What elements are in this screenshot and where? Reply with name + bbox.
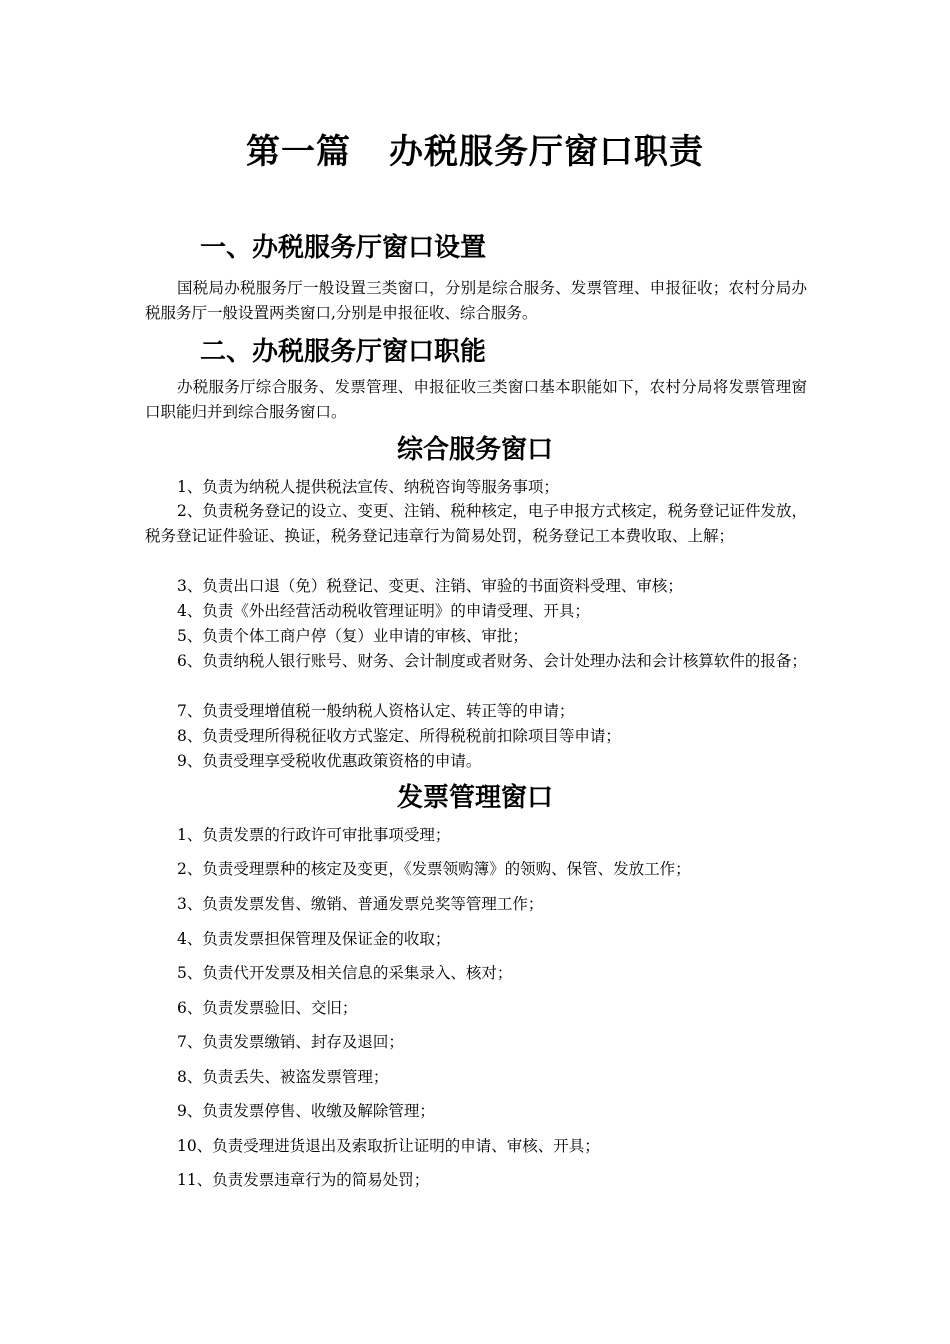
invoice-item-5: 5、负责代开发票及相关信息的采集录入、核对； [177, 964, 513, 982]
invoice-item-7: 7、负责发票缴销、封存及退回； [177, 1033, 404, 1051]
invoice-item-6: 6、负责发票验旧、交旧； [177, 999, 358, 1017]
comprehensive-item-7: 7、负责受理增值税一般纳税人资格认定、转正等的申请； [177, 702, 575, 720]
invoice-item-3: 3、负责发票发售、缴销、普通发票兑奖等管理工作； [177, 895, 544, 913]
comprehensive-item-4: 4、负责《外出经营活动税收管理证明》的申请受理、开具； [177, 602, 590, 620]
invoice-item-1: 1、负责发票的行政许可审批事项受理； [177, 826, 451, 844]
comprehensive-heading: 综合服务窗口 [396, 435, 553, 465]
title-part: 第一篇 [246, 132, 351, 172]
section2-body: 办税服务厅综合服务、发票管理、申报征收三类窗口基本职能如下，农村分局将发票管理窗口职能归并到综合服务窗口。 [145, 378, 807, 421]
title-name: 办税服务厅窗口职责 [389, 132, 704, 172]
invoice-item-10: 10、负责受理进货退出及索取折让证明的申请、审核、开具； [177, 1137, 600, 1155]
section1-heading: 一、办税服务厅窗口设置 [200, 233, 487, 263]
comprehensive-item-5: 5、负责个体工商户停（复）业申请的审核、审批； [177, 627, 528, 645]
comprehensive-item-6: 6、负责纳税人银行账号、财务、会计制度或者财务、会计处理办法和会计核算软件的报备； [177, 652, 807, 670]
invoice-heading: 发票管理窗口 [396, 783, 553, 813]
invoice-item-9: 9、负责发票停售、收缴及解除管理； [177, 1102, 435, 1120]
document-title [0, 128, 950, 176]
invoice-item-2: 2、负责受理票种的核定及变更，《发票领购簿》的领购、保管、发放工作； [177, 860, 691, 878]
invoice-item-8: 8、负责丢失、被盗发票管理； [177, 1068, 389, 1086]
comprehensive-item-3: 3、负责出口退（免）税登记、变更、注销、审验的书面资料受理、审核； [177, 577, 683, 595]
invoice-item-11: 11、负责发票违章行为的简易处罚； [177, 1171, 430, 1189]
comprehensive-item-1: 1、负责为纳税人提供税法宣传、纳税咨询等服务事项； [177, 478, 559, 496]
section1-body: 国税局办税服务厅一般设置三类窗口，分别是综合服务、发票管理、申报征收；农村分局办税服务厅一般设置两类窗口,分别是申报征收、综合服务。 [145, 279, 807, 322]
comprehensive-item-8: 8、负责受理所得税征收方式鉴定、所得税税前扣除项目等申请； [177, 727, 621, 745]
comprehensive-item-9: 9、负责受理享受税收优惠政策资格的申请。 [177, 752, 482, 770]
invoice-item-4: 4、负责发票担保管理及保证金的收取； [177, 930, 451, 948]
comprehensive-item-2: 2、负责税务登记的设立、变更、注销、税种核定，电子申报方式核定，税务登记证件发放，税务登记证件验证、换证，税务登记违章行为简易处罚，税务登记工本费收取、上解； [145, 502, 807, 545]
section2-heading: 二、办税服务厅窗口职能 [200, 337, 487, 367]
